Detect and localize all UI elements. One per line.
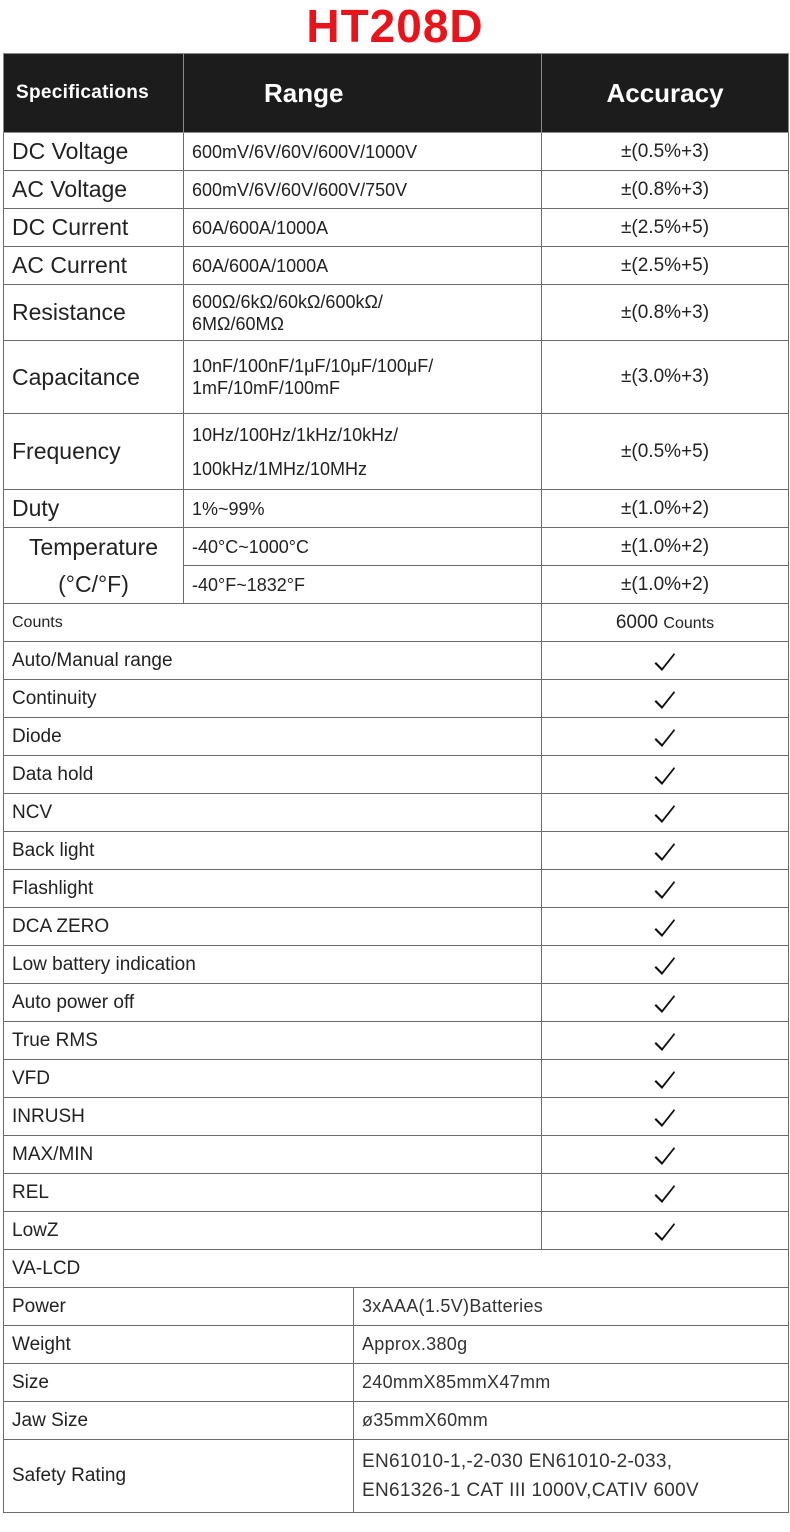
spec-range-line: 100kHz/1MHz/10MHz bbox=[192, 458, 368, 479]
feature-label: Flashlight bbox=[4, 870, 542, 908]
check-mark-icon bbox=[653, 763, 677, 787]
spec-accuracy: ±(0.8%+3) bbox=[542, 171, 789, 209]
counts-value-cell bbox=[542, 604, 789, 642]
feature-label: DCA ZERO bbox=[4, 908, 542, 946]
feature-row bbox=[4, 984, 789, 1022]
temperature-name-line: Temperature bbox=[28, 533, 159, 560]
check-mark-icon bbox=[653, 1143, 677, 1167]
check-mark-icon bbox=[653, 1029, 677, 1053]
spec-accuracy: ±(0.8%+3) bbox=[542, 285, 789, 341]
safety-line: EN61010-1,-2-030 EN61010-2-033, bbox=[362, 1451, 673, 1472]
check-mark-icon bbox=[653, 801, 677, 825]
check-mark-icon bbox=[653, 877, 677, 901]
header-row bbox=[4, 54, 789, 133]
temperature-name bbox=[4, 528, 184, 604]
spec-accuracy: ±(0.5%+3) bbox=[542, 133, 789, 171]
spec-row bbox=[4, 490, 789, 528]
feature-row bbox=[4, 870, 789, 908]
spec-range: 600mV/6V/60V/600V/1000V bbox=[184, 133, 542, 171]
feature-supported-cell bbox=[542, 832, 789, 870]
spec-table-wrapper bbox=[3, 53, 788, 1513]
spec-range: 60A/600A/1000A bbox=[184, 209, 542, 247]
feature-row bbox=[4, 1174, 789, 1212]
general-row bbox=[4, 1364, 789, 1402]
feature-row bbox=[4, 1136, 789, 1174]
check-mark-icon bbox=[653, 687, 677, 711]
spec-range-line: 6MΩ/60MΩ bbox=[192, 313, 284, 334]
va-lcd-row bbox=[4, 1250, 789, 1288]
feature-label: Low battery indication bbox=[4, 946, 542, 984]
feature-supported-cell bbox=[542, 984, 789, 1022]
spec-range bbox=[184, 341, 542, 414]
header-accuracy: Accuracy bbox=[542, 54, 789, 133]
feature-row bbox=[4, 794, 789, 832]
feature-row bbox=[4, 680, 789, 718]
feature-row bbox=[4, 642, 789, 680]
general-value: ø35mmX60mm bbox=[354, 1402, 789, 1440]
feature-list bbox=[4, 642, 789, 1250]
counts-unit: Counts bbox=[663, 614, 715, 632]
spec-accuracy: ±(2.5%+5) bbox=[542, 247, 789, 285]
feature-label: Diode bbox=[4, 718, 542, 756]
header-specifications: Specifications bbox=[4, 54, 184, 133]
spec-name: DC Current bbox=[4, 209, 184, 247]
general-label: Power bbox=[4, 1288, 354, 1326]
spec-range-line: 1mF/10mF/100mF bbox=[192, 378, 341, 398]
check-mark-icon bbox=[653, 1067, 677, 1091]
spec-row bbox=[4, 171, 789, 209]
feature-supported-cell bbox=[542, 718, 789, 756]
feature-supported-cell bbox=[542, 946, 789, 984]
feature-supported-cell bbox=[542, 870, 789, 908]
safety-row bbox=[4, 1440, 789, 1513]
spec-range-line: 600Ω/6kΩ/60kΩ/600kΩ/ bbox=[192, 291, 383, 312]
spec-name: Resistance bbox=[4, 285, 184, 341]
feature-row bbox=[4, 908, 789, 946]
check-mark-icon bbox=[653, 1181, 677, 1205]
feature-label: NCV bbox=[4, 794, 542, 832]
feature-supported-cell bbox=[542, 1060, 789, 1098]
feature-row bbox=[4, 1022, 789, 1060]
feature-supported-cell bbox=[542, 1212, 789, 1250]
feature-supported-cell bbox=[542, 908, 789, 946]
feature-supported-cell bbox=[542, 756, 789, 794]
spec-range: 1%~99% bbox=[184, 490, 542, 528]
feature-row bbox=[4, 718, 789, 756]
temperature-fahrenheit-accuracy: ±(1.0%+2) bbox=[542, 566, 789, 604]
spec-row bbox=[4, 285, 789, 341]
spec-row bbox=[4, 209, 789, 247]
feature-supported-cell bbox=[542, 1098, 789, 1136]
feature-label: MAX/MIN bbox=[4, 1136, 542, 1174]
spec-accuracy: ±(0.5%+5) bbox=[542, 414, 789, 490]
check-mark-icon bbox=[653, 1219, 677, 1243]
feature-row bbox=[4, 946, 789, 984]
spec-name: Frequency bbox=[4, 414, 184, 490]
general-label: Jaw Size bbox=[4, 1402, 354, 1440]
spec-row bbox=[4, 247, 789, 285]
feature-row bbox=[4, 1212, 789, 1250]
temperature-row-celsius bbox=[4, 528, 789, 566]
feature-row bbox=[4, 1060, 789, 1098]
spec-range bbox=[184, 414, 542, 490]
feature-label: Auto/Manual range bbox=[4, 642, 542, 680]
spec-accuracy: ±(3.0%+3) bbox=[542, 341, 789, 414]
feature-supported-cell bbox=[542, 642, 789, 680]
spec-row bbox=[4, 341, 789, 414]
feature-label: VFD bbox=[4, 1060, 542, 1098]
check-mark-icon bbox=[653, 839, 677, 863]
spec-table bbox=[3, 53, 789, 1513]
va-lcd-label: VA-LCD bbox=[4, 1250, 789, 1288]
feature-label: Continuity bbox=[4, 680, 542, 718]
counts-row bbox=[4, 604, 789, 642]
temperature-celsius-range: -40°C~1000°C bbox=[184, 528, 542, 566]
general-value: Approx.380g bbox=[354, 1326, 789, 1364]
spec-range-line: 10nF/100nF/1μF/10μF/100μF/ bbox=[192, 356, 434, 376]
safety-line: EN61326-1 CAT III 1000V,CATIV 600V bbox=[362, 1480, 699, 1501]
spec-name: Duty bbox=[4, 490, 184, 528]
spec-range: 60A/600A/1000A bbox=[184, 247, 542, 285]
spec-row bbox=[4, 133, 789, 171]
spec-name: AC Current bbox=[4, 247, 184, 285]
feature-row bbox=[4, 1098, 789, 1136]
feature-row bbox=[4, 832, 789, 870]
feature-label: INRUSH bbox=[4, 1098, 542, 1136]
spec-name: Capacitance bbox=[4, 341, 184, 414]
check-mark-icon bbox=[653, 991, 677, 1015]
check-mark-icon bbox=[653, 725, 677, 749]
check-mark-icon bbox=[653, 953, 677, 977]
feature-label: True RMS bbox=[4, 1022, 542, 1060]
safety-label: Safety Rating bbox=[4, 1440, 354, 1513]
general-row bbox=[4, 1402, 789, 1440]
check-mark-icon bbox=[653, 915, 677, 939]
product-title: HT208D bbox=[306, 0, 484, 52]
feature-supported-cell bbox=[542, 1022, 789, 1060]
feature-supported-cell bbox=[542, 1136, 789, 1174]
general-row bbox=[4, 1288, 789, 1326]
general-value: 3xAAA(1.5V)Batteries bbox=[354, 1288, 789, 1326]
spec-range: 600mV/6V/60V/600V/750V bbox=[184, 171, 542, 209]
temperature-celsius-accuracy: ±(1.0%+2) bbox=[542, 528, 789, 566]
feature-supported-cell bbox=[542, 1174, 789, 1212]
check-mark-icon bbox=[653, 649, 677, 673]
general-value: 240mmX85mmX47mm bbox=[354, 1364, 789, 1402]
header-range: Range bbox=[184, 54, 542, 133]
spec-row bbox=[4, 414, 789, 490]
feature-row bbox=[4, 756, 789, 794]
spec-accuracy: ±(1.0%+2) bbox=[542, 490, 789, 528]
feature-label: Data hold bbox=[4, 756, 542, 794]
feature-label: Back light bbox=[4, 832, 542, 870]
feature-supported-cell bbox=[542, 794, 789, 832]
feature-label: LowZ bbox=[4, 1212, 542, 1250]
spec-name: AC Voltage bbox=[4, 171, 184, 209]
temperature-fahrenheit-range: -40°F~1832°F bbox=[184, 566, 542, 604]
check-mark-icon bbox=[653, 1105, 677, 1129]
counts-label: Counts bbox=[4, 604, 542, 642]
temperature-unit-line: (°C/°F) bbox=[58, 570, 129, 597]
general-label: Weight bbox=[4, 1326, 354, 1364]
safety-value bbox=[354, 1440, 789, 1513]
counts-value: 6000 bbox=[615, 611, 659, 633]
general-label: Size bbox=[4, 1364, 354, 1402]
spec-accuracy: ±(2.5%+5) bbox=[542, 209, 789, 247]
feature-label: REL bbox=[4, 1174, 542, 1212]
general-row bbox=[4, 1326, 789, 1364]
feature-label: Auto power off bbox=[4, 984, 542, 1022]
feature-supported-cell bbox=[542, 680, 789, 718]
spec-range-line: 10Hz/100Hz/1kHz/10kHz/ bbox=[192, 424, 399, 445]
spec-name: DC Voltage bbox=[4, 133, 184, 171]
spec-range bbox=[184, 285, 542, 341]
